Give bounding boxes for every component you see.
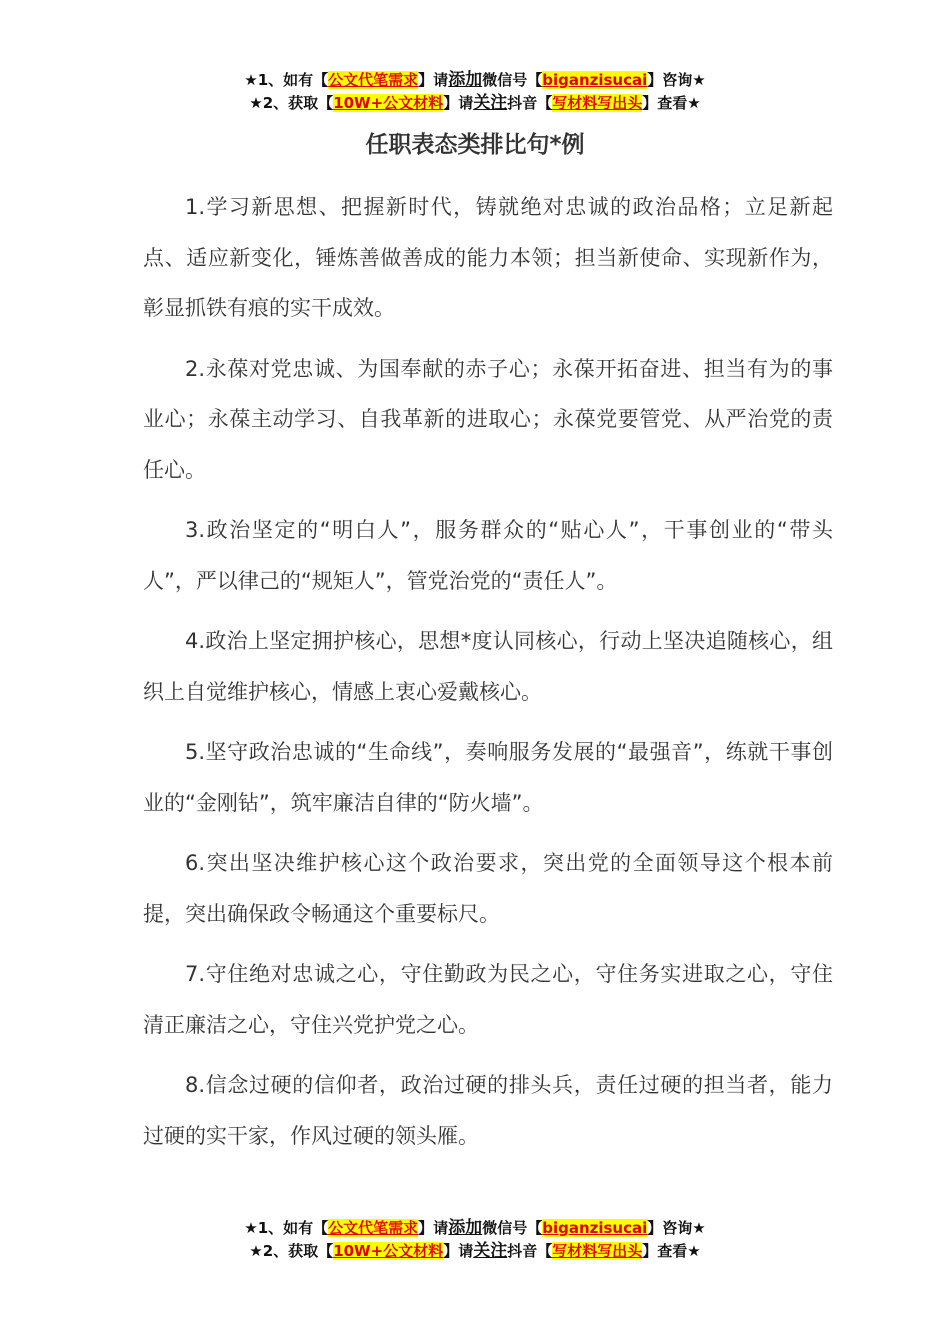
paragraph: 8.信念过硬的信仰者，政治过硬的排头兵，责任过硬的担当者，能力过硬的实干家，作风过硬的领头雁。 [143,1073,833,1148]
paragraph: 3.政治坚定的“明白人”，服务群众的“贴心人”，干事创业的“带头人”，严以律己的“规矩人”，管党治党的“责任人”。 [143,518,833,593]
document-body [143,182,833,1171]
banner-text: 】请 [418,71,449,89]
paragraph: 6.突出坚决维护核心这个政治要求，突出党的全面领导这个根本前提，突出确保政令畅通这个重要标尺。 [143,851,833,926]
banner-text: 】查看★ [642,94,701,112]
banner-text: 微信号【 [482,71,543,89]
top-banner [0,69,950,115]
banner-emphasis: 添加 [448,1218,483,1238]
banner-text: ★2、获取【 [249,1242,334,1260]
banner-line-1 [0,1217,950,1240]
paragraph: 7.守住绝对忠诚之心，守住勤政为民之心，守住务实进取之心，守住清正廉洁之心，守住兴党护党之心。 [143,962,833,1037]
banner-highlight: 10W+公文材料 [333,94,444,112]
banner-highlight: 写材料写出头 [552,1242,643,1260]
banner-highlight: 公文代笔需求 [328,71,419,89]
banner-text: ★1、如有【 [244,1219,329,1237]
banner-text: 】请 [443,94,474,112]
banner-highlight: 10W+公文材料 [333,1242,444,1260]
banner-text: 微信号【 [482,1219,543,1237]
banner-text: 】咨询★ [647,71,706,89]
banner-line-2 [0,1240,950,1263]
paragraph: 5.坚守政治忠诚的“生命线”，奏响服务发展的“最强音”，练就干事创业的“金刚钻”，筑牢廉洁自律的“防火墙”。 [143,740,833,815]
banner-highlight: 写材料写出头 [552,94,643,112]
banner-text: 抖音【 [507,1242,553,1260]
banner-highlight: 公文代笔需求 [328,1219,419,1237]
document-title: 任职表态类排比句*例 [365,132,585,158]
paragraph: 2.永葆对党忠诚、为国奉献的赤子心；永葆开拓奋进、担当有为的事业心；永葆主动学习、自我革新的进取心；永葆党要管党、从严治党的责任心。 [143,356,833,482]
banner-text: ★1、如有【 [244,71,329,89]
banner-line-1 [0,69,950,92]
banner-emphasis: 关注 [473,1241,508,1261]
paragraph: 1.学习新思想、把握新时代，铸就绝对忠诚的政治品格；立足新起点、适应新变化，锤炼善做善成的能力本领；担当新使命、实现新作为，彰显抓铁有痕的实干成效。 [143,195,833,320]
banner-text: 】查看★ [642,1242,701,1260]
banner-highlight: biganzisucai [542,1219,648,1237]
banner-emphasis: 添加 [448,70,483,90]
banner-text: 抖音【 [507,94,553,112]
banner-text: 】请 [443,1242,474,1260]
banner-highlight: biganzisucai [542,71,648,89]
banner-line-2 [0,92,950,115]
banner-text: 】咨询★ [647,1219,706,1237]
banner-emphasis: 关注 [473,93,508,113]
banner-text: ★2、获取【 [249,94,334,112]
paragraph: 4.政治上坚定拥护核心，思想*度认同核心，行动上坚决追随核心，组织上自觉维护核心，情感上衷心爱戴核心。 [143,629,833,704]
bottom-banner [0,1217,950,1263]
banner-text: 】请 [418,1219,449,1237]
